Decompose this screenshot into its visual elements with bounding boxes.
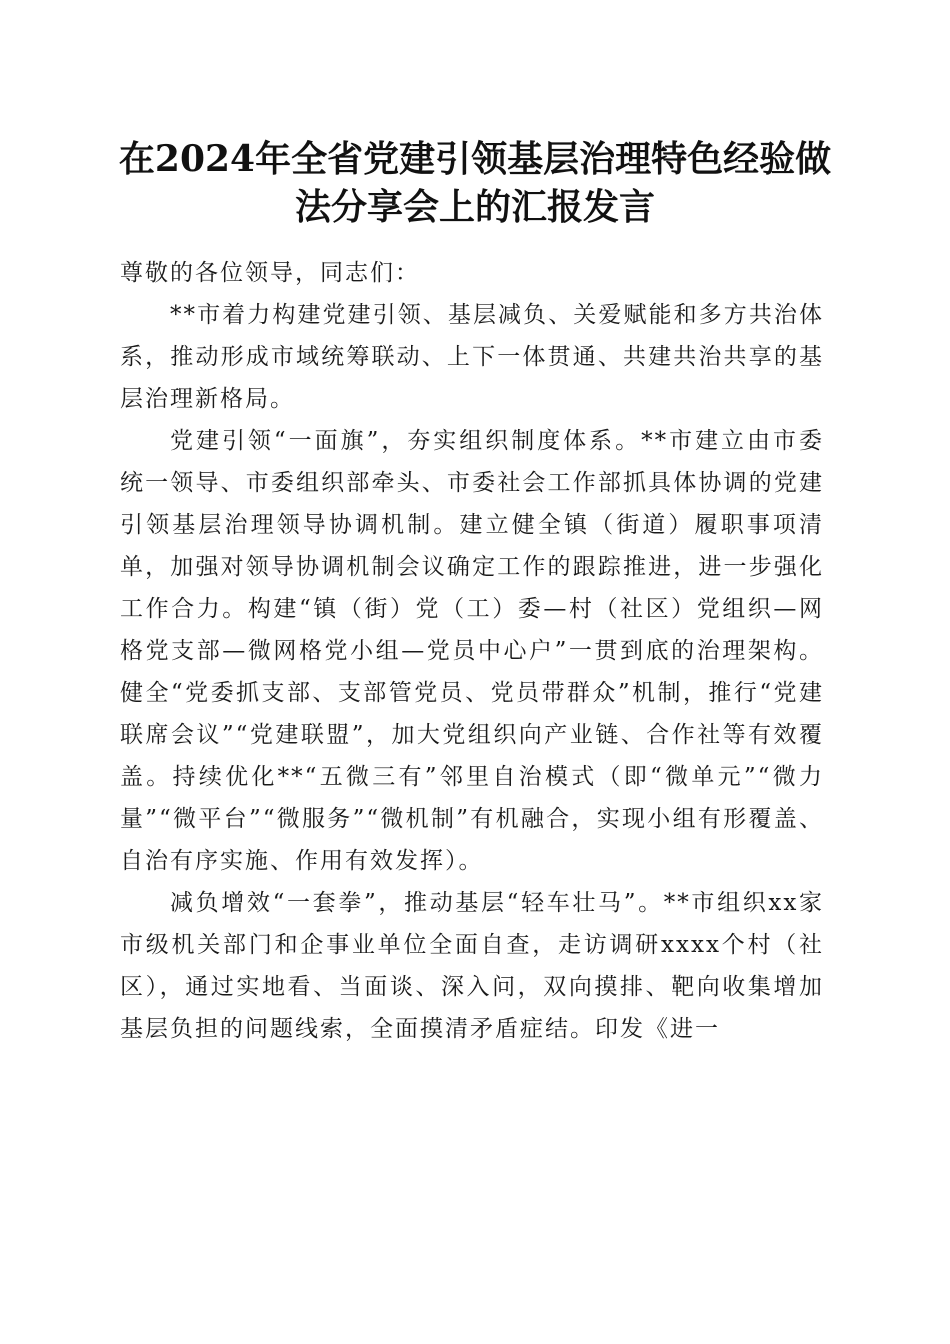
paragraph-burden-reduction: 减负增效“一套拳”，推动基层“轻车壮马”。**市组织xx家市级机关部门和企事业单位全面自查，走访调研xxxx个村（社区），通过实地看、当面谈、深入问，双向摸排、靶向收集增加基层负担的问题线索，全面摸清矛盾症结。印发《进一 [120, 890, 824, 1042]
title-line-2: 法分享会上的汇报发言 [294, 186, 655, 228]
title-line-1: 在2024年全省党建引领基层治理特色经验做 [118, 138, 832, 180]
paragraph-intro: **市着力构建党建引领、基层减负、关爱赋能和多方共治体系，推动形成市域统筹联动、上下一体贯通、共建共治共享的基层治理新格局。 [120, 302, 824, 412]
document-body [120, 252, 824, 1050]
document-title [110, 135, 840, 231]
salutation: 尊敬的各位领导，同志们： [120, 260, 420, 286]
paragraph-party-building: 党建引领“一面旗”，夯实组织制度体系。**市建立由市委统一领导、市委组织部牵头、市委社会工作部抓具体协调的党建引领基层治理领导协调机制。建立健全镇（街道）履职事项清单，加强对领导协调机制会议确定工作的跟踪推进，进一步强化工作合力。构建“镇（街）党（工）委—村（社区）党组织—网格党支部—微网格党小组—党员中心户”一贯到底的治理架构。健全“党委抓支部、支部管党员、党员带群众”机制，推行“党建联席会议”“党建联盟”，加大党组织向产业链、合作社等有效覆盖。持续优化**“五微三有”邻里自治模式（即“微单元”“微力量”“微平台”“微服务”“微机制”有机融合，实现小组有形覆盖、自治有序实施、作用有效发挥）。 [120, 428, 824, 874]
